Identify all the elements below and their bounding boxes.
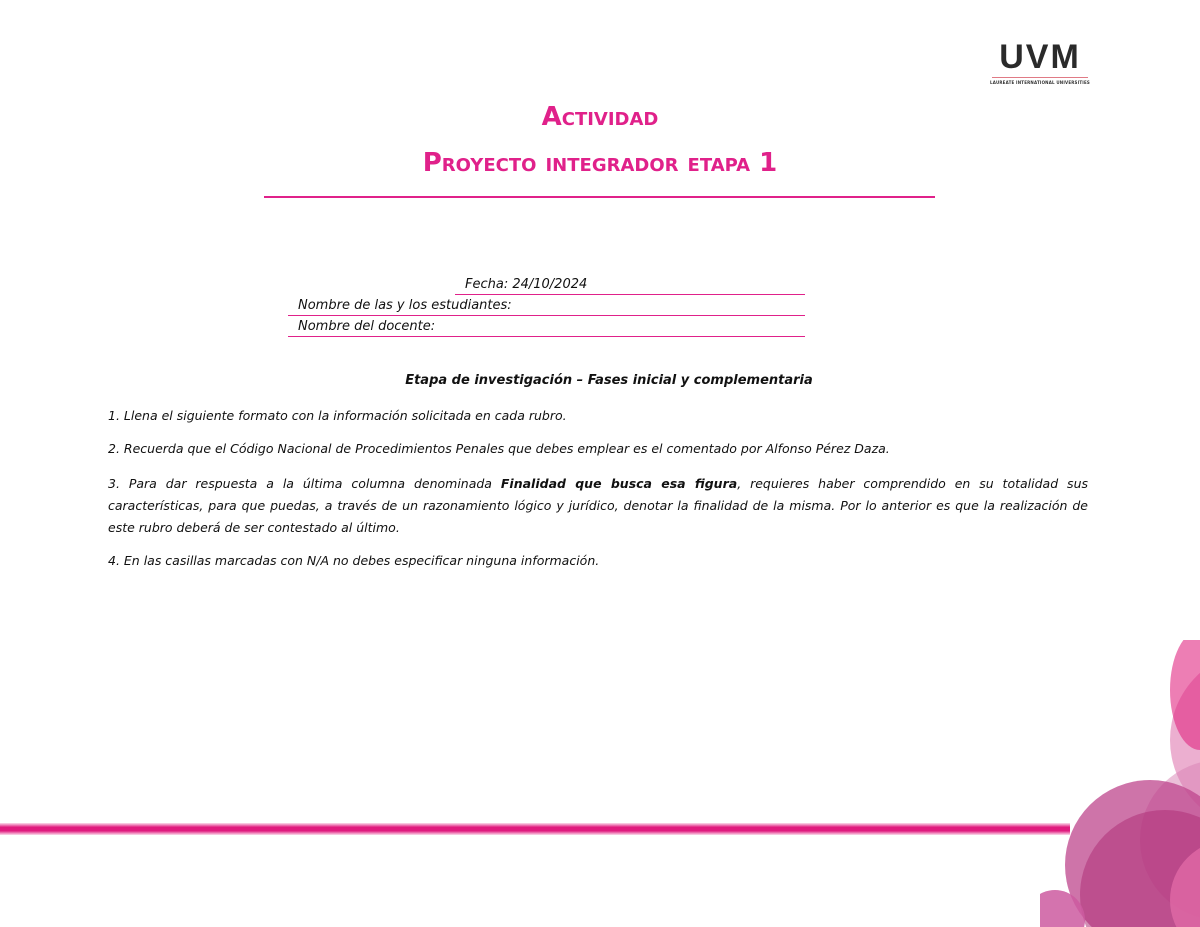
instruction-3	[108, 473, 1088, 539]
logo-text: UVM	[999, 38, 1081, 76]
title-divider	[264, 196, 935, 198]
instruction-3-start: 3. Para dar respuesta a la última columna denominada	[108, 476, 501, 491]
logo-divider	[992, 77, 1088, 78]
instruction-2: 2. Recuerda que el Código Nacional de Procedimientos Penales que debes emplear es el comentado por Alfonso Pérez Daza.	[108, 441, 890, 456]
instruction-3-emphasis: Finalidad que busca esa figura	[500, 476, 738, 491]
instruction-1: 1. Llena el siguiente formato con la información solicitada en cada rubro.	[108, 408, 567, 423]
students-name-field: Nombre de las y los estudiantes:	[288, 297, 805, 316]
instruction-3-end: , requieres haber comprendido en su totalidad sus características, para que puedas, a través de un razonamiento lógico y jurídico, denotar la finalidad de la misma. Por lo anterior es que la realización de este rubro deberá de ser contestado al último.	[108, 476, 1089, 535]
uvm-logo	[990, 40, 1090, 85]
footer-accent-bar	[0, 823, 1070, 835]
date-field: Fecha: 24/10/2024	[455, 276, 805, 295]
teacher-name-field: Nombre del docente:	[288, 318, 805, 337]
section-heading: Etapa de investigación – Fases inicial y complementaria	[405, 373, 813, 388]
decorative-circles	[1040, 640, 1200, 927]
document-title: Actividad	[541, 102, 659, 132]
logo-subtitle: LAUREATE INTERNATIONAL UNIVERSITIES	[990, 80, 1090, 85]
instruction-4: 4. En las casillas marcadas con N/A no debes especificar ninguna información.	[108, 553, 600, 568]
document-subtitle: Proyecto integrador etapa 1	[422, 148, 778, 178]
